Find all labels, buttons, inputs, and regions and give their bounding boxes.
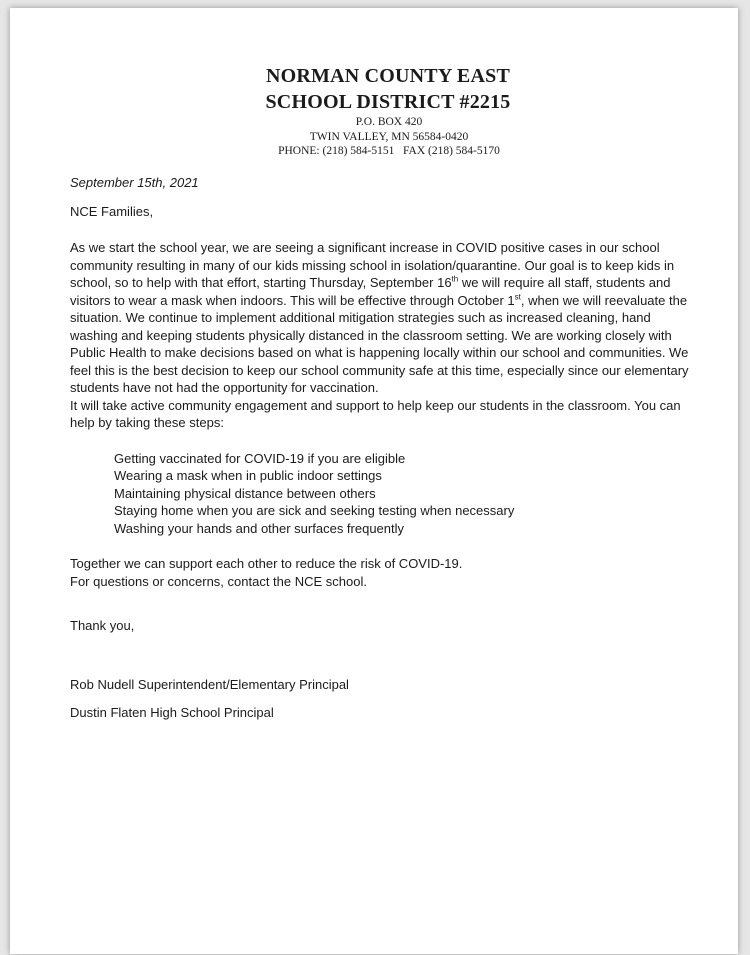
district-address xyxy=(10,115,738,159)
closing-line-2: For questions or concerns, contact the NCE school. xyxy=(70,573,367,589)
body-text-part1: As we start the school year, we are seeing a significant increase in COVID positive cases in our school community resulting in many of our kids missing school in isolation/quarantine. Our goal is to keep kids in school, so to help with that effort, starting Thursday, September 16 xyxy=(70,240,675,290)
list-item: Wearing a mask when in public indoor settings xyxy=(114,468,382,483)
letter-thanks: Thank you, xyxy=(70,618,135,633)
address-po-box: P.O. BOX 420 xyxy=(355,116,423,128)
signature-block xyxy=(70,671,690,727)
address-city: TWIN VALLEY, MN 56584-0420 xyxy=(309,130,469,143)
letter-greeting: NCE Families, xyxy=(70,203,154,219)
letter-body-paragraph xyxy=(70,239,690,397)
body-text-part2: we will require all staff, students and visitors to wear a mask when indoors. This will be effective through October 1 xyxy=(70,275,671,308)
district-name-line1: NORMAN COUNTY EAST xyxy=(266,65,510,87)
letter-page xyxy=(10,8,738,954)
list-item: Staying home when you are sick and seeking testing when necessary xyxy=(114,503,515,518)
letter-content xyxy=(70,174,690,727)
letter-date: September 15th, 2021 xyxy=(70,175,199,190)
district-name xyxy=(10,63,738,115)
list-item: Getting vaccinated for COVID-19 if you are eligible xyxy=(114,450,406,466)
closing-line-1: Together we can support each other to reduce the risk of COVID-19. xyxy=(70,556,463,571)
body-superscript-st: st xyxy=(514,292,521,302)
body-superscript-th: th xyxy=(451,274,459,284)
steps-list xyxy=(70,450,690,538)
body-text-part3: , when we will reevaluate the situation. We continue to implement additional mitigation strategies such as increased cleaning, hand washing and keeping students physically distanced in the classroom setting. We are working closely with Public Health to make decisions based on what is happening locally within our school and communities. We feel this is the best decision to keep our school community safe at this time, especially since our elementary students have not had the opportunity for vaccination. xyxy=(70,292,689,395)
signature-high-school-principal: Dustin Flaten High School Principal xyxy=(70,704,274,720)
letter-closing xyxy=(70,555,690,590)
letterhead xyxy=(10,63,738,159)
list-item: Washing your hands and other surfaces frequently xyxy=(114,520,405,536)
address-phone-fax: PHONE: (218) 584-5151 FAX (218) 584-5170 xyxy=(278,145,500,157)
district-name-line2: SCHOOL DISTRICT #2215 xyxy=(265,91,511,113)
steps-intro: It will take active community engagement and support to help keep our students in the classroom. You can help by taking these steps: xyxy=(70,397,681,430)
signature-superintendent: Rob Nudell Superintendent/Elementary Principal xyxy=(70,676,349,692)
list-item: Maintaining physical distance between others xyxy=(114,485,376,501)
